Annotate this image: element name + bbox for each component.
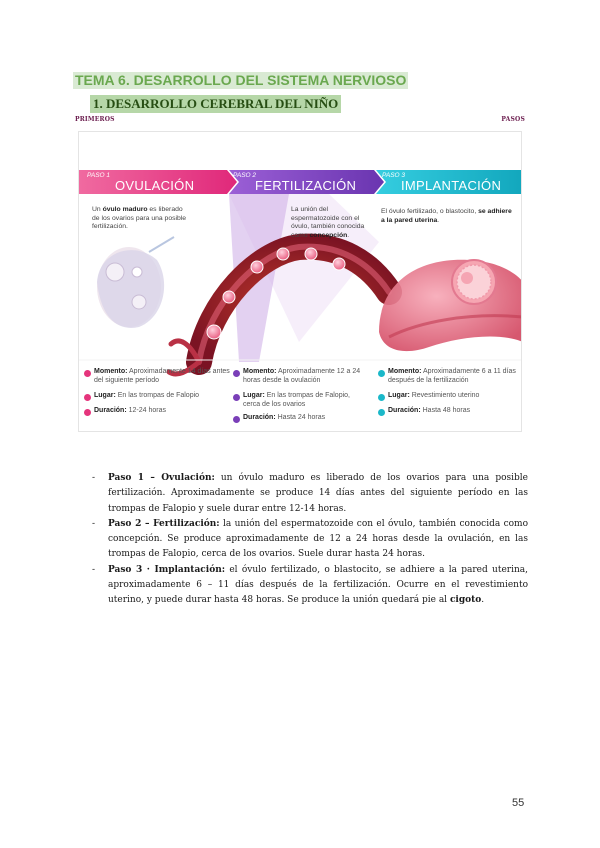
list-item: - Paso 1 – Ovulación: un óvulo maduro es liberado de los ovarios para una posible fertilización. Aproximadamente se produce 14 días antes del siguiente período en las trompas de Falopio y suele durar entre 12-14 horas. <box>92 471 528 517</box>
step1-moment: Momento: Aproximadamente 14 días antes del siguiente período <box>94 368 230 384</box>
step2-intro: La unión del espermatozoide con el óvulo, también conocida como concepción. <box>291 206 365 239</box>
step3-bullet-icon <box>378 370 385 377</box>
step1-bullet-icon <box>84 370 91 377</box>
conception-steps-infographic <box>78 131 522 432</box>
step2-place: Lugar: En las trompas de Falopio, cerca de los ovarios <box>243 392 350 408</box>
step1-title: OVULACIÓN <box>115 178 195 193</box>
step1-duration: Duración: 12-24 horas <box>94 407 166 414</box>
step1-intro: Un óvulo maduro es liberado de los ovarios para una posible fertilización. <box>92 206 187 230</box>
step2-bullet-icon <box>233 416 240 423</box>
step1-place: Lugar: En las trompas de Falopio <box>94 392 200 399</box>
step1-bullet-icon <box>84 409 91 416</box>
figure-tag-right: PASOS <box>501 116 525 123</box>
step2-moment: Momento: Aproximadamente 12 a 24 horas desde la ovulación <box>243 368 361 384</box>
steps-list <box>92 471 528 609</box>
step3-title: IMPLANTACIÓN <box>401 178 502 193</box>
step2-bullet-icon <box>233 394 240 401</box>
step2-duration: Duración: Hasta 24 horas <box>243 414 326 421</box>
list-item: - Paso 3 · Implantación: el óvulo fertilizado, o blastocito, se adhiere a la pared uterina, aproximadamente 6 – 11 días después de la fertilización. Ocurre en el revestimiento uterino, y puede durar hasta 48 horas. Se produce la unión quedará pie al cigoto. <box>92 563 528 609</box>
figure-tag-left: PRIMEROS <box>75 116 115 123</box>
section-title: TEMA 6. DESARROLLO DEL SISTEMA NERVIOSO <box>75 72 407 88</box>
step3-moment: Momento: Aproximadamente 6 a 11 días después de la fertilización <box>388 368 516 384</box>
page-number: 55 <box>512 797 525 809</box>
step3-bullet-icon <box>378 394 385 401</box>
list-item: - Paso 2 – Fertilización: la unión del espermatozoide con el óvulo, también conocida como concepción. Se produce aproximadamente de 12 a 24 horas desde la ovulación, en las trompas de Falopio, cerca de los ovarios. Suele durar hasta 24 horas. <box>92 517 528 563</box>
step3-place: Lugar: Revestimiento uterino <box>388 392 480 399</box>
step2-bullet-icon <box>233 370 240 377</box>
step2-title: FERTILIZACIÓN <box>255 178 357 193</box>
step3-bullet-icon <box>378 409 385 416</box>
step1-bullet-icon <box>84 394 91 401</box>
step3-intro: El óvulo fertilizado, o blastocito, se adhiere a la pared uterina. <box>381 208 512 224</box>
step1-label: PASO 1 <box>87 172 111 179</box>
step3-duration: Duración: Hasta 48 horas <box>388 407 471 414</box>
infographic-illustration <box>79 132 522 432</box>
subsection-title: 1. DESARROLLO CEREBRAL DEL NIÑO <box>90 95 341 113</box>
step3-label: PASO 3 <box>382 172 406 179</box>
step2-label: PASO 2 <box>233 172 257 179</box>
